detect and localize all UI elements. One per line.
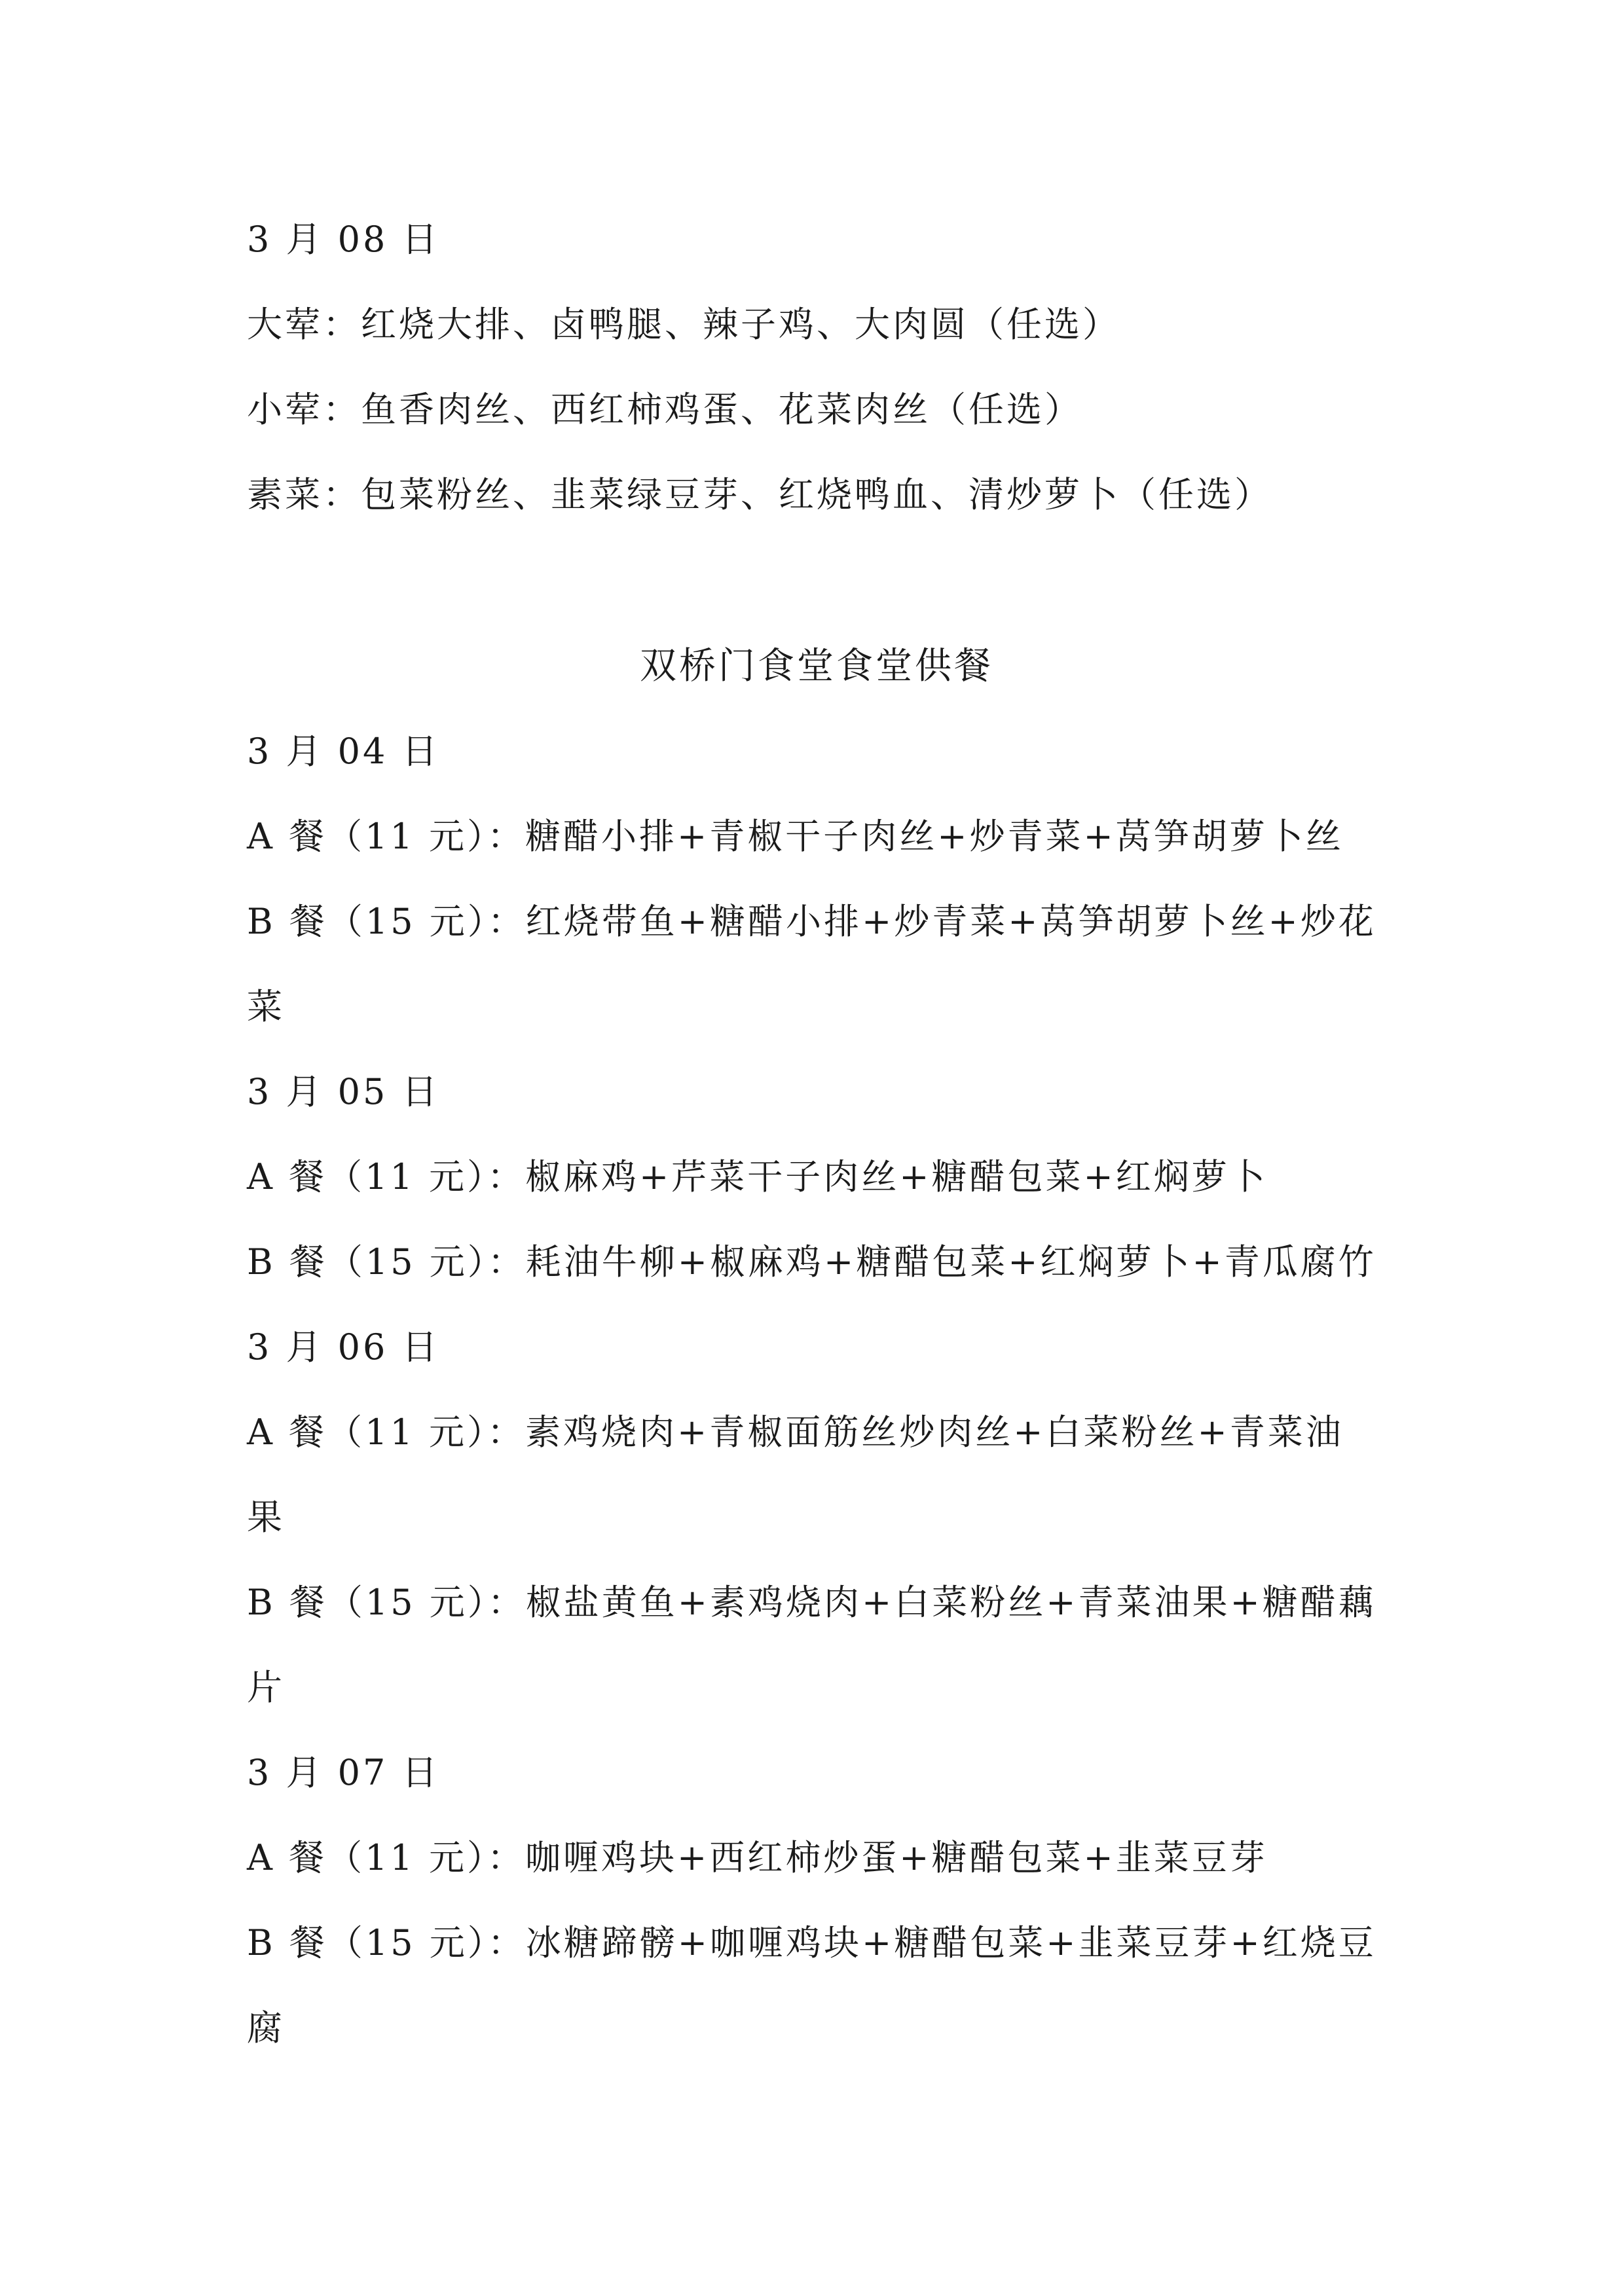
menu-date-0308: 3 月 08 日: [247, 219, 440, 260]
meal-a-0305: A 餐（11 元）：椒麻鸡+芹菜干子肉丝+糖醋包菜+红焖萝卜: [247, 1156, 1268, 1197]
meal-b-0306-line2: 片: [247, 1667, 285, 1708]
menu-date-0307: 3 月 07 日: [247, 1752, 440, 1793]
canteen-title: 双桥门食堂食堂供餐: [640, 645, 993, 687]
meal-a-0306-line2: 果: [247, 1497, 285, 1538]
meal-b-0307-line1: B 餐（15 元）：冰糖蹄髈+咖喱鸡块+糖醋包菜+韭菜豆芽+红烧豆: [247, 1922, 1376, 1963]
meal-b-0304-line1: B 餐（15 元）：红烧带鱼+糖醋小排+炒青菜+莴笋胡萝卜丝+炒花: [247, 901, 1376, 942]
menu-dahun-line: 大荤：红烧大排、卤鸭腿、辣子鸡、大肉圆（任选）: [247, 304, 1120, 345]
meal-b-0307-line2: 腐: [247, 2007, 285, 2049]
menu-xiaohun-line: 小荤：鱼香肉丝、西红柿鸡蛋、花菜肉丝（任选）: [247, 389, 1082, 430]
meal-a-0307: A 餐（11 元）：咖喱鸡块+西红柿炒蛋+糖醋包菜+韭菜豆芽: [247, 1837, 1268, 1878]
meal-a-0306-line1: A 餐（11 元）：素鸡烧肉+青椒面筋丝炒肉丝+白菜粉丝+青菜油: [247, 1412, 1344, 1453]
meal-b-0304-line2: 菜: [247, 986, 285, 1027]
menu-date-0306: 3 月 06 日: [247, 1326, 440, 1368]
meal-a-0304: A 餐（11 元）：糖醋小排+青椒干子肉丝+炒青菜+莴笋胡萝卜丝: [247, 816, 1344, 857]
meal-b-0306-line1: B 餐（15 元）：椒盐黄鱼+素鸡烧肉+白菜粉丝+青菜油果+糖醋藕: [247, 1582, 1376, 1623]
meal-b-0305-line1: B 餐（15 元）：耗油牛柳+椒麻鸡+糖醋包菜+红焖萝卜+青瓜腐竹: [247, 1241, 1376, 1283]
menu-sucai-line: 素菜：包菜粉丝、韭菜绿豆芽、红烧鸭血、清炒萝卜（任选）: [247, 474, 1272, 515]
menu-date-0305: 3 月 05 日: [247, 1071, 440, 1112]
menu-date-0304: 3 月 04 日: [247, 731, 440, 772]
